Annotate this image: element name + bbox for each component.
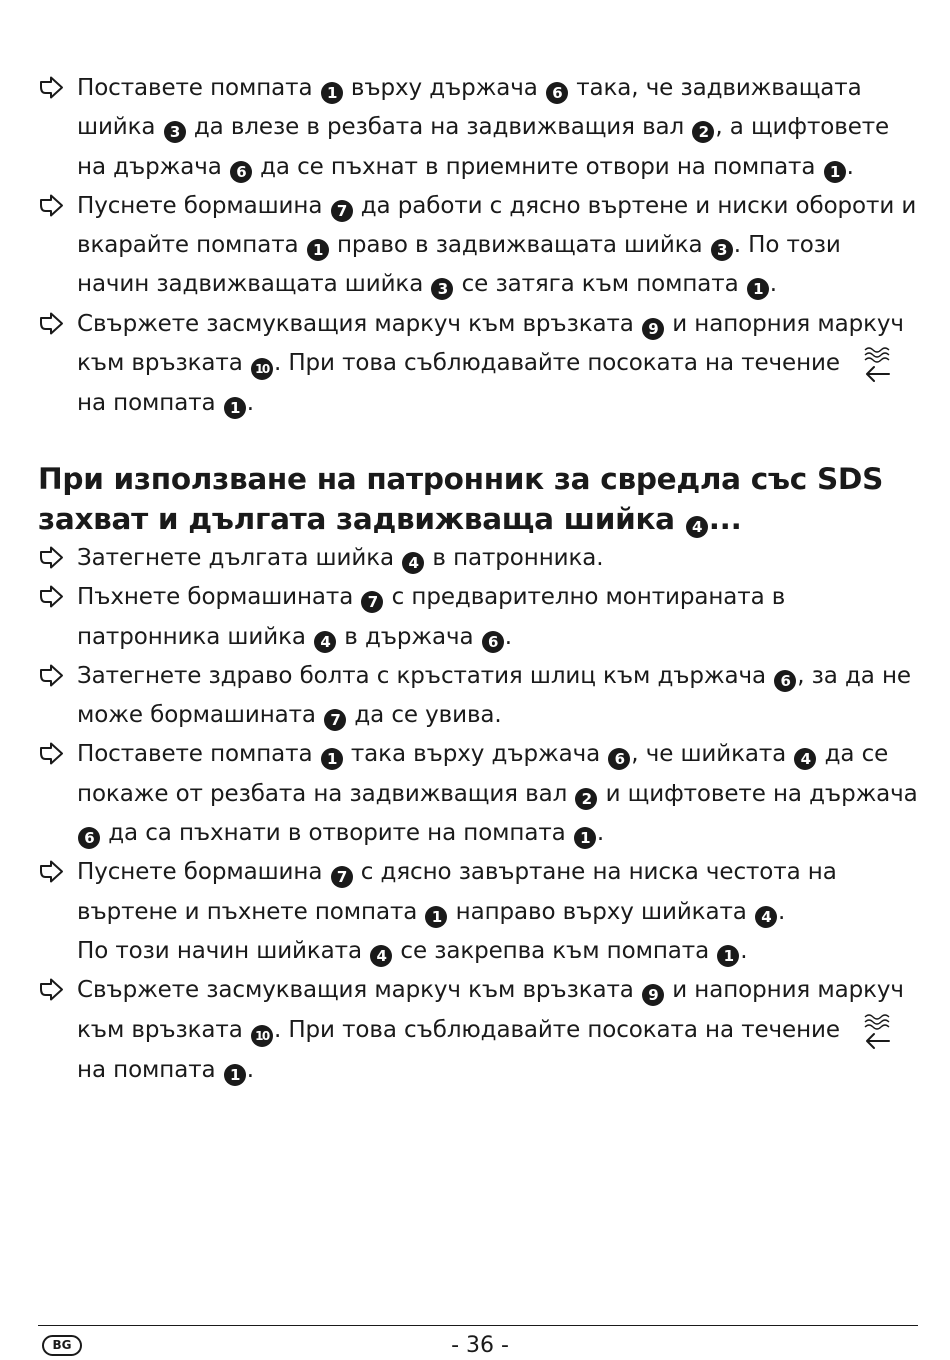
number-badge: 6 xyxy=(546,82,568,104)
number-badge: 6 xyxy=(78,827,100,849)
number-badge: 1 xyxy=(425,906,447,928)
instruction-step xyxy=(38,187,918,305)
step-text: и щифтовете на държача xyxy=(598,780,918,807)
step-text: върху държача xyxy=(343,75,545,101)
step-arrow-icon xyxy=(38,859,66,885)
step-text: . При това съблюдавайте посоката на течение xyxy=(273,350,848,377)
step-text: Пуснете бормашина xyxy=(77,192,330,219)
number-badge: 3 xyxy=(711,239,733,261)
number-badge: 1 xyxy=(307,239,329,261)
number-badge: 3 xyxy=(164,121,186,143)
number-badge: 1 xyxy=(747,278,769,300)
step-text: , за да не може бормашината xyxy=(77,662,911,729)
step-text: . xyxy=(769,271,778,298)
step-arrow-icon xyxy=(38,311,66,337)
step-text: направо върху шийката xyxy=(448,898,754,925)
step-text: Поставете помпата xyxy=(77,741,320,768)
instruction-step xyxy=(38,539,918,578)
instruction-list-bottom xyxy=(38,539,918,1090)
step-text: на помпата xyxy=(77,390,223,417)
step-text: да влезе в резбата на задвижващия вал xyxy=(186,114,692,141)
instruction-list-top xyxy=(38,69,918,423)
number-badge: 3 xyxy=(431,278,453,300)
step-text: да са пъхнати в отворите на помпата xyxy=(101,820,573,847)
number-badge: 4 xyxy=(755,906,777,928)
instruction-step xyxy=(38,971,918,1090)
step-arrow-icon xyxy=(38,663,66,689)
heading-suffix: ... xyxy=(708,502,742,536)
instruction-step xyxy=(38,69,918,187)
step-text: на помпата xyxy=(77,1056,223,1083)
step-text: да се покаже от резбата на задвижващия вал xyxy=(77,741,889,807)
step-text: . xyxy=(246,1056,254,1083)
number-badge: 1 xyxy=(824,161,846,183)
number-badge: 2 xyxy=(575,788,597,810)
number-badge: 9 xyxy=(642,318,664,340)
step-text: Пуснете бормашина xyxy=(77,859,330,886)
number-badge: 4 xyxy=(402,552,424,574)
step-text: така върху държача xyxy=(343,741,608,768)
step-text: Пъхнете бормашината xyxy=(77,584,361,611)
number-badge: 6 xyxy=(608,748,630,770)
number-badge: 1 xyxy=(321,82,343,104)
number-badge: 6 xyxy=(230,161,252,183)
instruction-step xyxy=(38,657,918,736)
step-arrow-icon xyxy=(38,977,66,1003)
number-badge: 7 xyxy=(331,866,353,888)
number-badge: 1 xyxy=(717,945,739,967)
heading-text: При използване на патронник за свредла със SDS захват и дългата задвижваща шийка xyxy=(38,462,884,536)
step-text: , че шийката xyxy=(631,741,794,768)
number-badge: 4 xyxy=(370,945,392,967)
language-badge: BG xyxy=(42,1335,82,1356)
flow-direction-icon xyxy=(853,344,893,384)
step-text: Поставете помпата xyxy=(77,75,320,101)
step-arrow-icon xyxy=(38,584,66,610)
number-badge: 4 xyxy=(686,516,708,538)
step-text: Затегнете дългата шийка xyxy=(77,545,402,571)
step-text: да се пъхнат в приемните отвори на помпата xyxy=(252,153,823,180)
step-text: се закрепва към помпата xyxy=(393,937,717,964)
number-badge: 7 xyxy=(361,591,383,613)
step-text: с предварително монтираната в патронника шийка xyxy=(77,584,786,650)
number-badge: 1 xyxy=(321,748,343,770)
number-badge: 10 xyxy=(251,358,273,380)
number-badge: 9 xyxy=(642,984,664,1006)
step-text: По този начин шийката xyxy=(77,937,370,964)
number-badge: 4 xyxy=(794,748,816,770)
step-text: и напорния маркуч към връзката xyxy=(77,310,904,377)
step-text: . xyxy=(740,937,748,964)
number-badge: 1 xyxy=(574,827,596,849)
step-text: . xyxy=(504,623,512,650)
step-text: право в задвижващата шийка xyxy=(329,232,710,259)
footer-divider xyxy=(38,1325,918,1326)
step-text: Затегнете здраво болта с кръстатия шлиц към държача xyxy=(77,662,774,689)
step-text: . xyxy=(596,820,605,847)
step-text: Свържете засмукващия маркуч към връзката xyxy=(77,310,642,337)
step-text: . По този начин задвижващата шийка xyxy=(77,232,841,298)
page-number: - 36 - xyxy=(451,1333,509,1358)
number-badge: 7 xyxy=(331,200,353,222)
flow-direction-icon xyxy=(853,1011,893,1051)
step-arrow-icon xyxy=(38,75,66,101)
number-badge: 1 xyxy=(224,1064,246,1086)
number-badge: 7 xyxy=(324,709,346,731)
step-text: Свържете засмукващия маркуч към връзката xyxy=(77,977,642,1004)
step-text: . xyxy=(846,153,854,180)
number-badge: 6 xyxy=(774,670,796,692)
step-text: . При това съблюдавайте посоката на течение xyxy=(273,1016,848,1043)
section-heading xyxy=(38,459,918,539)
step-text: в патронника. xyxy=(425,545,604,571)
instruction-step xyxy=(38,735,918,853)
step-text: се затяга към помпата xyxy=(454,271,746,298)
step-text: в държача xyxy=(337,623,481,650)
step-arrow-icon xyxy=(38,741,66,767)
step-text: . xyxy=(777,898,786,925)
step-text: да работи с дясно въртене и ниски обороти и вкарайте помпата xyxy=(77,192,917,259)
instruction-step xyxy=(38,853,918,971)
number-badge: 1 xyxy=(224,397,246,419)
step-arrow-icon xyxy=(38,193,66,219)
step-text: с дясно завъртане на ниска честота на въртене и пъхнете помпата xyxy=(77,859,837,925)
step-text: така, че задвижващата шийка xyxy=(77,75,862,141)
instruction-step xyxy=(38,578,918,657)
step-arrow-icon xyxy=(38,545,66,571)
instruction-step xyxy=(38,305,918,424)
number-badge: 6 xyxy=(482,631,504,653)
number-badge: 2 xyxy=(692,121,714,143)
step-text: и напорния маркуч към връзката xyxy=(77,977,904,1043)
step-text: , а щифтовете на държача xyxy=(77,114,890,180)
number-badge: 4 xyxy=(314,631,336,653)
step-text: да се увива. xyxy=(347,702,502,729)
step-text: . xyxy=(246,390,254,417)
number-badge: 10 xyxy=(251,1025,273,1047)
